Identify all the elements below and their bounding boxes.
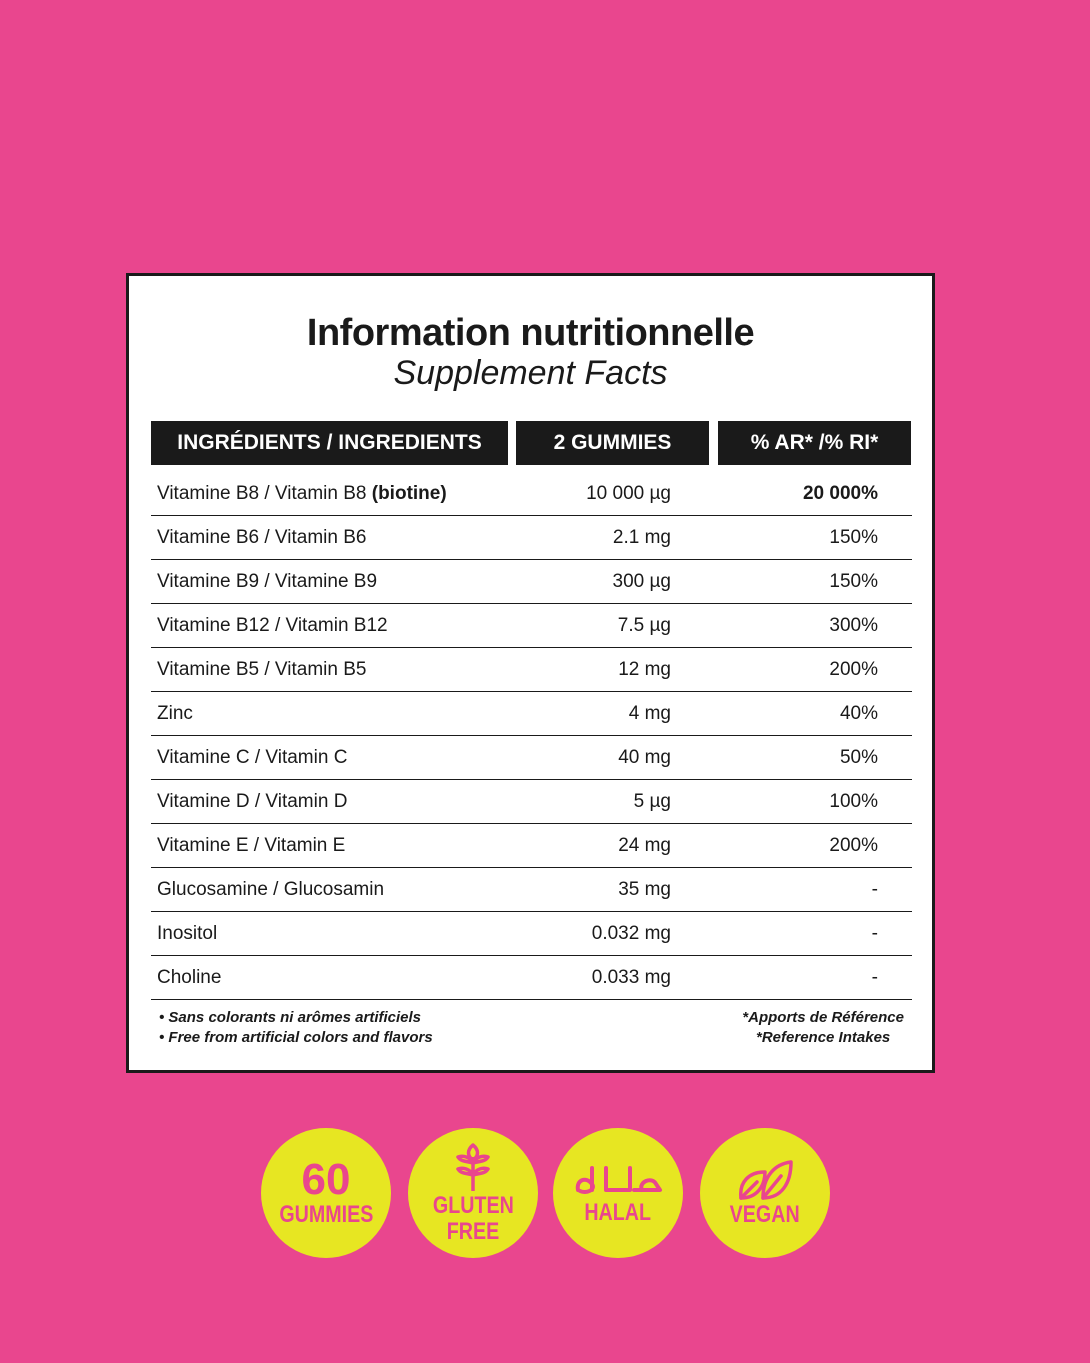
badge-row (261, 1128, 831, 1260)
nutrient-ri: 200% (829, 659, 878, 680)
nutrient-dose: 40 mg (618, 747, 671, 768)
nutrient-name: Inositol (157, 923, 218, 944)
wheat-icon (453, 1141, 493, 1193)
page-subtitle: Supplement Facts (393, 354, 668, 392)
nutrient-ri: 50% (839, 747, 878, 768)
table-row (151, 912, 912, 956)
nutrient-name: Zinc (157, 703, 193, 724)
table-row (151, 868, 912, 912)
nutrient-dose: 7.5 µg (617, 615, 671, 636)
vegan-badge (700, 1128, 830, 1258)
nutrient-name-text: Vitamine B8 / Vitamin B8 (157, 483, 372, 504)
nutrient-ri: 100% (829, 791, 878, 812)
table-row (151, 648, 912, 692)
nutrient-ri: 150% (829, 571, 878, 592)
page-title: Information nutritionnelle (306, 312, 755, 354)
gummies-count: 60 (301, 1155, 351, 1204)
reference-note-en: *Reference Intakes (756, 1029, 891, 1046)
nutrient-name: Vitamine B12 / Vitamin B12 (157, 615, 388, 636)
gluten-label: GLUTEN (432, 1192, 514, 1219)
halal-label: HALAL (584, 1199, 652, 1226)
nutrient-ri: - (871, 967, 878, 988)
nutrient-table (151, 472, 912, 1000)
leaf-icon (735, 1158, 795, 1202)
table-row (151, 472, 912, 516)
table-row (151, 516, 912, 560)
nutrient-dose: 4 mg (628, 703, 671, 724)
nutrient-dose: 0.033 mg (591, 967, 671, 988)
nutrient-name (157, 483, 447, 505)
footnote-fr: • Sans colorants ni arômes artificiels (159, 1009, 422, 1026)
vegan-label: VEGAN (729, 1201, 800, 1228)
halal-badge (553, 1128, 683, 1258)
footnote-right (742, 1008, 904, 1048)
footnote-en: • Free from artificial colors and flavors (159, 1029, 433, 1046)
column-header-reference-intake: % AR* /% RI* (718, 421, 911, 465)
nutrient-dose: 5 µg (633, 791, 671, 812)
nutrient-dose: 24 mg (618, 835, 671, 856)
nutrient-ri: - (871, 923, 878, 944)
table-row (151, 692, 912, 736)
nutrient-ri: 300% (829, 615, 878, 636)
nutrient-dose: 12 mg (618, 659, 671, 680)
table-row (151, 736, 912, 780)
gummies-label: GUMMIES (278, 1201, 374, 1228)
nutrient-name: Vitamine D / Vitamin D (157, 791, 348, 812)
nutrient-ri: 20 000% (802, 483, 878, 504)
column-header-dose: 2 GUMMIES (516, 421, 709, 465)
nutrient-dose: 300 µg (612, 571, 671, 592)
nutrient-ri: 200% (829, 835, 878, 856)
nutrient-ri: 40% (839, 703, 878, 724)
nutrient-name: Vitamine B6 / Vitamin B6 (157, 527, 367, 548)
reference-note-fr: *Apports de Référence (742, 1009, 904, 1026)
column-header-ingredients: INGRÉDIENTS / INGREDIENTS (151, 421, 508, 465)
table-row (151, 780, 912, 824)
nutrient-dose: 0.032 mg (591, 923, 671, 944)
nutrient-name-bold: (biotine) (371, 483, 447, 504)
nutrient-name: Vitamine E / Vitamin E (157, 835, 346, 856)
nutrient-name: Vitamine B9 / Vitamine B9 (157, 571, 378, 592)
free-label: FREE (446, 1218, 500, 1245)
table-row (151, 604, 912, 648)
table-row (151, 824, 912, 868)
nutrient-dose: 35 mg (618, 879, 671, 900)
gluten-free-badge (408, 1128, 538, 1258)
nutrient-name: Vitamine B5 / Vitamin B5 (157, 659, 367, 680)
nutrient-dose: 10 000 µg (586, 483, 671, 504)
table-row (151, 956, 912, 1000)
footnote-left (159, 1008, 433, 1048)
nutrient-ri: 150% (829, 527, 878, 548)
nutrient-ri: - (871, 879, 878, 900)
halal-arabic-icon (572, 1160, 664, 1200)
nutrient-name: Vitamine C / Vitamin C (157, 747, 348, 768)
nutrient-dose: 2.1 mg (612, 527, 671, 548)
nutrient-name: Glucosamine / Glucosamin (157, 879, 385, 900)
table-row (151, 560, 912, 604)
gummies-count-badge (261, 1128, 391, 1258)
nutrient-name: Choline (157, 967, 222, 988)
supplement-facts-card (126, 273, 935, 1073)
